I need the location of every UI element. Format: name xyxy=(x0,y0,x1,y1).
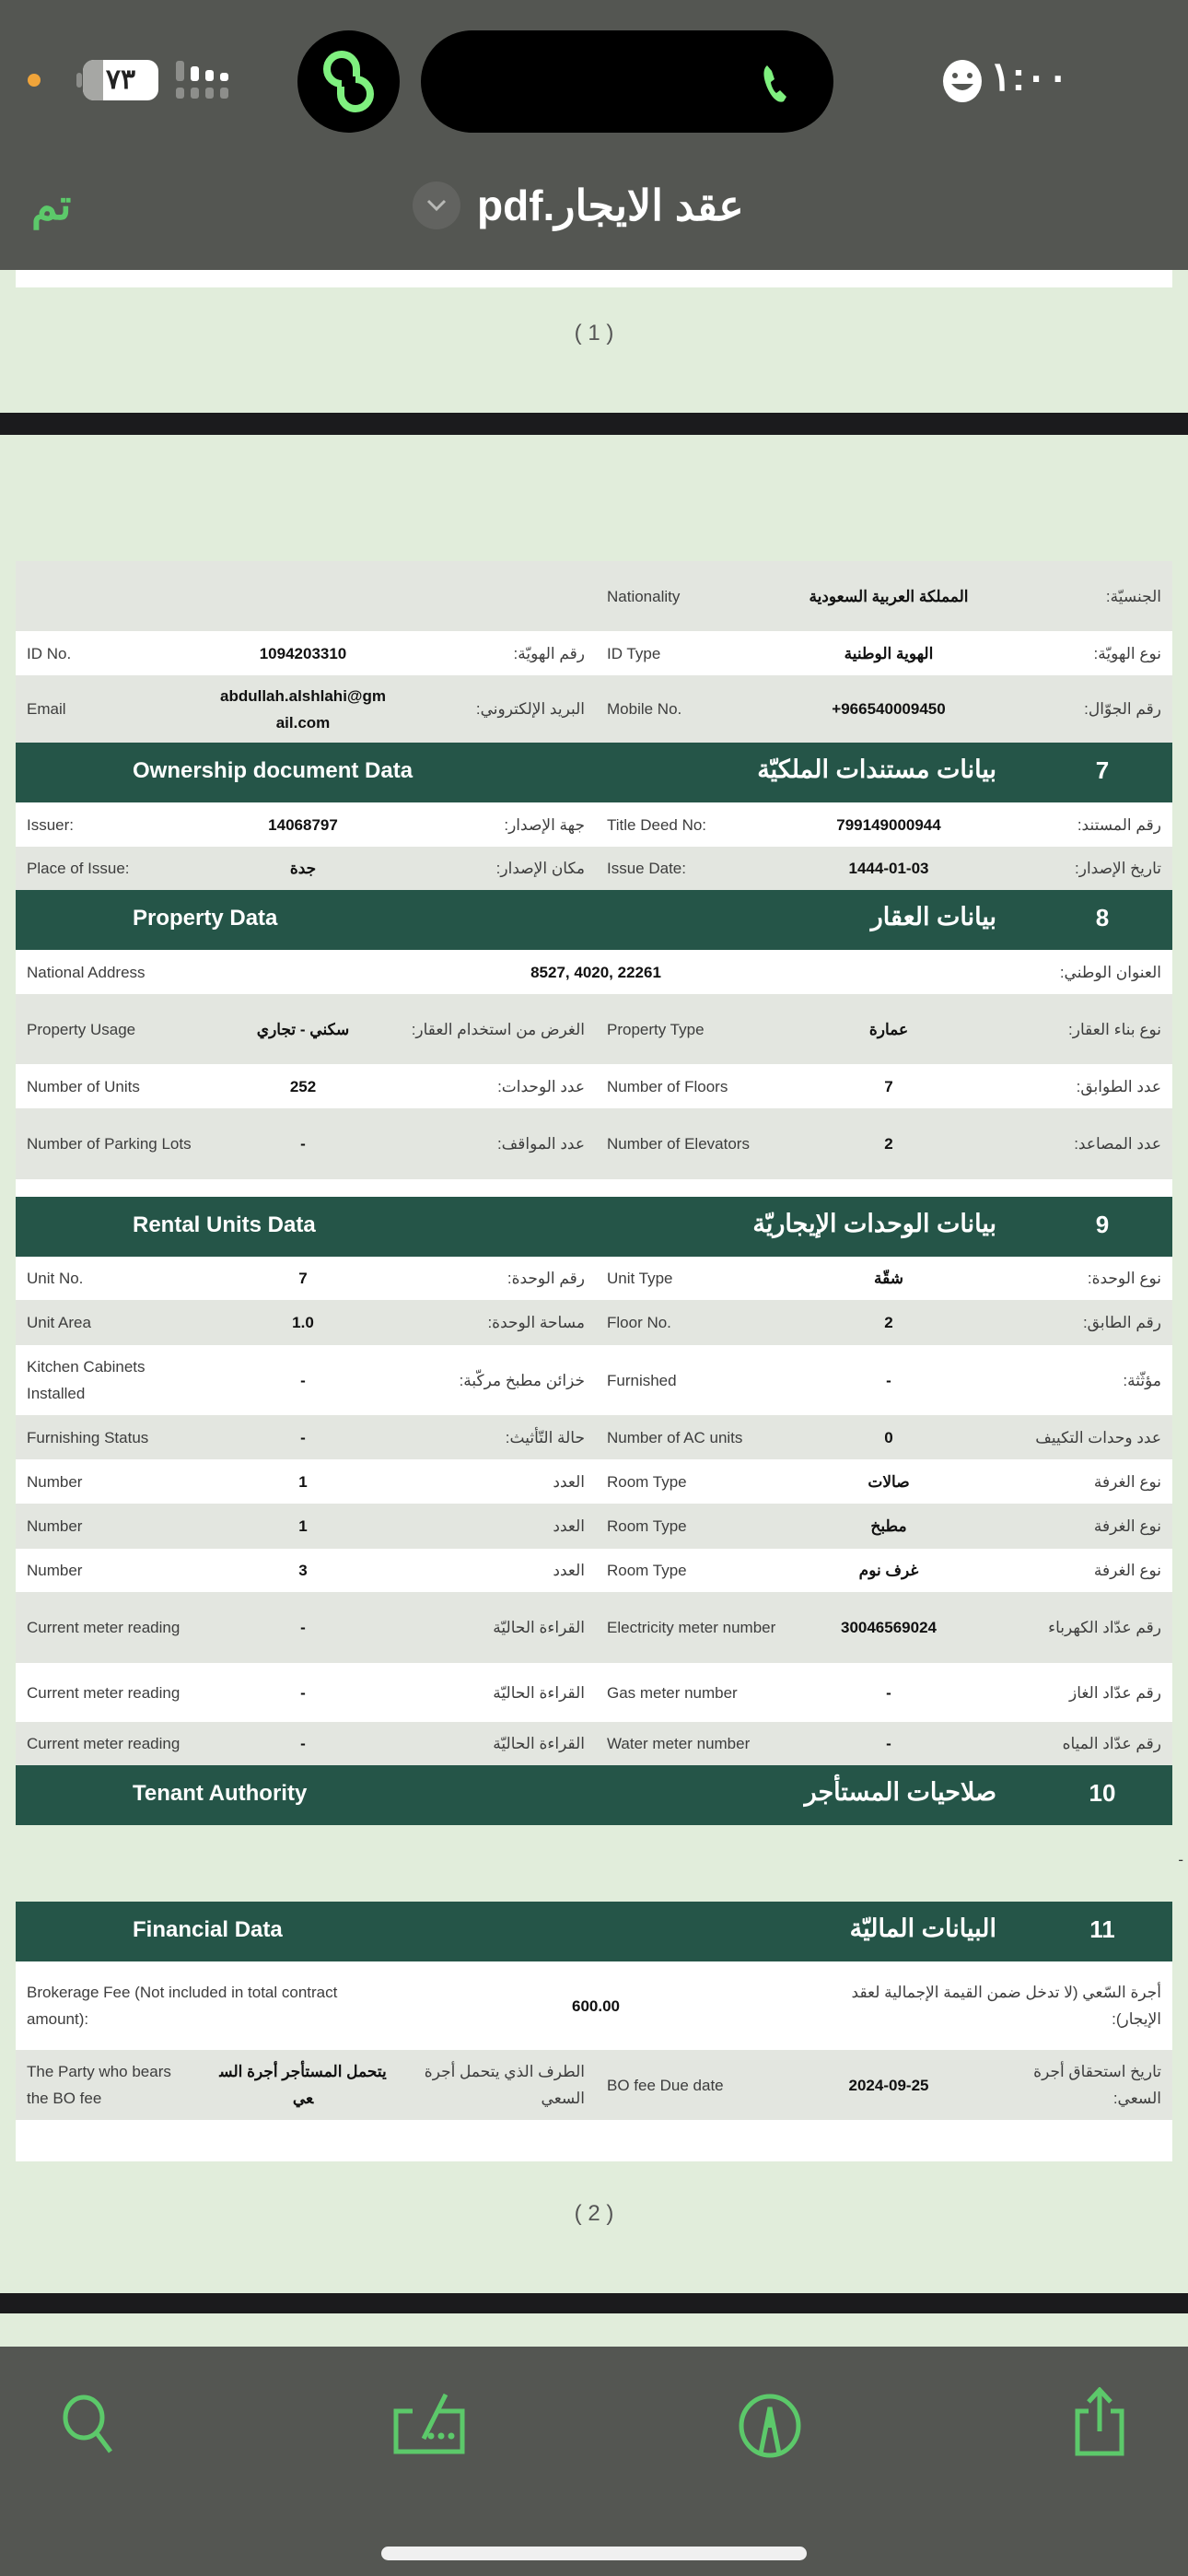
field-value: - xyxy=(886,1735,891,1752)
battery-icon xyxy=(83,60,158,100)
field-value: - xyxy=(300,1371,306,1389)
field-value: 2 xyxy=(884,1314,893,1331)
section-title-en: Ownership document Data xyxy=(133,758,413,783)
page-separator xyxy=(0,2293,1188,2313)
page-number-1: ( 1 ) xyxy=(574,321,614,345)
field-label-ar: خزائن مطبخ مركّبة: xyxy=(459,1371,585,1389)
field-label-en: Room Type xyxy=(607,1472,687,1491)
section-title-en: Tenant Authority xyxy=(133,1781,308,1806)
field-label-en: Current meter reading xyxy=(27,1735,181,1752)
field-label-en: Current meter reading xyxy=(27,1619,181,1636)
field-label-ar: الغرض من استخدام العقار: xyxy=(411,1020,585,1038)
tenant-authority-section-header xyxy=(16,1765,1172,1825)
field-label-en: Issuer: xyxy=(27,815,75,834)
field-value: 252 xyxy=(289,1077,317,1095)
field-label-ar: تاريخ استحقاق أجرة السعي: xyxy=(1033,2063,1161,2107)
field-label-ar: العدد xyxy=(553,1472,585,1491)
share-icon[interactable] xyxy=(1072,2387,1127,2457)
table-row xyxy=(16,847,1172,890)
field-label-ar: القراءة الحاليّة xyxy=(493,1735,585,1752)
field-label-en: Room Type xyxy=(607,1517,687,1535)
table-row xyxy=(16,675,1172,743)
field-label-ar: حالة التّأثيث: xyxy=(505,1428,585,1446)
field-value: - xyxy=(300,1683,306,1702)
field-value: 1 xyxy=(298,1517,308,1535)
table-row xyxy=(16,1592,1172,1663)
field-value: - xyxy=(300,1735,306,1752)
table-row xyxy=(16,994,1172,1064)
field-label-en: Gas meter number xyxy=(607,1683,738,1702)
field-label-en: Number xyxy=(27,1472,83,1491)
field-value: 1 xyxy=(298,1472,308,1491)
field-label-ar: العدد xyxy=(553,1517,585,1535)
section-title-ar: البيانات الماليّة xyxy=(849,1914,996,1942)
section-title-ar: صلاحيات المستأجر xyxy=(804,1778,996,1806)
section-title-ar: بيانات العقار xyxy=(870,903,996,931)
field-label-en: Furnished xyxy=(607,1371,677,1389)
title-menu-button[interactable] xyxy=(413,181,460,229)
field-label-ar: عدد الوحدات: xyxy=(497,1077,585,1095)
field-label-ar: الجنسيّة: xyxy=(1105,587,1161,605)
field-value: 7 xyxy=(884,1077,893,1095)
field-value: جدة xyxy=(289,860,317,877)
field-label-en: Property Type xyxy=(607,1020,705,1038)
field-value: abdullah.alshlahi@gmail.com xyxy=(220,686,386,732)
field-label-ar: العدد xyxy=(553,1562,585,1579)
field-value: سكني - تجاري xyxy=(256,1020,350,1038)
field-value: 0 xyxy=(884,1428,893,1446)
section-title-ar: بيانات الوحدات الإيجاريّة xyxy=(752,1210,996,1237)
field-value: - xyxy=(886,1371,891,1389)
field-label-ar: نوع الهويّة: xyxy=(1093,644,1161,662)
field-value: 3 xyxy=(298,1562,308,1579)
page-separator xyxy=(0,413,1188,435)
field-label-en: Kitchen Cabinets Installed xyxy=(27,1358,146,1402)
field-label-en: Issue Date: xyxy=(607,860,686,877)
field-label-en: Place of Issue: xyxy=(27,860,130,877)
field-value: شقّة xyxy=(874,1270,903,1287)
field-value: 8527, 4020, 22261 xyxy=(530,963,661,981)
section-number: 8 xyxy=(1095,904,1110,931)
property-section-header xyxy=(16,890,1172,950)
field-label-ar: رقم الجوّال: xyxy=(1084,700,1161,718)
table-row xyxy=(16,1459,1172,1504)
dynamic-island-activity[interactable] xyxy=(297,30,400,133)
table-row xyxy=(16,1549,1172,1592)
field-label-en: Number of Units xyxy=(27,1077,140,1095)
table-row xyxy=(16,561,1172,631)
field-value: صالات xyxy=(868,1472,910,1491)
field-value: 2 xyxy=(884,1135,893,1153)
field-value: مطبخ xyxy=(870,1517,907,1535)
field-label-en: Property Usage xyxy=(27,1020,136,1038)
page-number-2: ( 2 ) xyxy=(574,2201,614,2226)
page-1-bottom xyxy=(16,270,1172,287)
field-label-en: BO fee Due date xyxy=(607,2076,724,2094)
field-label-ar: أجرة السّعي (لا تدخل ضمن القيمة الإجمالية لعقد الإيجار): xyxy=(851,1984,1161,2028)
field-label-ar: تاريخ الإصدار: xyxy=(1075,860,1161,877)
field-label-en: Unit Type xyxy=(607,1270,673,1287)
field-label-en: Unit Area xyxy=(27,1314,91,1331)
field-label-en: Floor No. xyxy=(607,1314,671,1331)
table-row xyxy=(16,1064,1172,1108)
field-value: غرف نوم xyxy=(858,1562,919,1579)
field-label-en: Brokerage Fee (Not included in total contract amount): xyxy=(27,1984,338,2028)
field-label-en: Electricity meter number xyxy=(607,1619,776,1636)
table-row xyxy=(16,1504,1172,1549)
link-icon xyxy=(297,30,400,133)
table-row xyxy=(16,2050,1172,2120)
table-row xyxy=(16,1257,1172,1300)
phone-icon xyxy=(760,64,791,104)
field-label-ar: جهة الإصدار: xyxy=(504,815,585,834)
table-row xyxy=(16,1415,1172,1459)
top-bar xyxy=(0,0,1188,270)
field-label-en: Email xyxy=(27,700,66,718)
field-label-en: Room Type xyxy=(607,1562,687,1579)
field-value: يتحمل المستأجر أجرة السعي xyxy=(219,2063,387,2107)
field-label-en: Nationality xyxy=(607,587,681,605)
field-label-ar: العنوان الوطني: xyxy=(1059,963,1161,981)
field-label-en: Number of AC units xyxy=(607,1428,743,1446)
table-row xyxy=(16,1345,1172,1415)
field-value: 14068797 xyxy=(268,815,338,834)
field-label-ar: نوع الغرفة xyxy=(1093,1562,1161,1579)
contract-page-2 xyxy=(16,561,1183,2161)
field-value: 2024-09-25 xyxy=(848,2076,929,2094)
field-value: 600.00 xyxy=(572,1996,620,2015)
cellular-signal-icon xyxy=(176,61,231,101)
field-label-ar: عدد وحدات التكييف xyxy=(1035,1428,1161,1446)
field-label-ar: الطرف الذي يتحمل أجرة السعي xyxy=(424,2063,585,2107)
field-label-ar: نوع بناء العقار: xyxy=(1068,1020,1161,1038)
field-label-ar: البريد الإلكتروني: xyxy=(475,700,585,718)
section-number: 9 xyxy=(1095,1211,1110,1238)
field-label-en: Number of Parking Lots xyxy=(27,1135,192,1153)
field-label-en: Unit No. xyxy=(27,1270,84,1287)
section-number: 11 xyxy=(1089,1915,1115,1943)
field-label-ar: عدد الطوابق: xyxy=(1076,1077,1161,1095)
table-row xyxy=(16,1663,1172,1722)
field-label-ar: رقم الهويّة: xyxy=(513,644,585,662)
table-row xyxy=(16,631,1172,675)
field-label-ar: مؤثّثة: xyxy=(1123,1371,1161,1389)
field-value: - xyxy=(886,1683,891,1702)
battery-level: ٧٣ xyxy=(105,64,136,95)
search-icon[interactable] xyxy=(59,2393,123,2457)
field-value: - xyxy=(300,1428,306,1446)
table-row xyxy=(16,1108,1172,1179)
home-indicator[interactable] xyxy=(381,2547,807,2560)
section-number: 10 xyxy=(1089,1779,1116,1807)
field-label-ar: رقم الطابق: xyxy=(1082,1314,1161,1331)
focus-emoji-icon xyxy=(941,58,984,104)
field-label-ar: رقم عدّاد المياه xyxy=(1062,1735,1161,1752)
field-label-en: Furnishing Status xyxy=(27,1428,149,1446)
field-value: 1.0 xyxy=(292,1314,314,1331)
field-label-ar: عدد المصاعد: xyxy=(1074,1135,1161,1153)
field-label-ar: رقم عدّاد الغاز xyxy=(1069,1683,1161,1702)
section-title-en: Rental Units Data xyxy=(133,1212,316,1237)
field-value: 1094203310 xyxy=(259,644,347,662)
field-label-ar: عدد المواقف: xyxy=(496,1135,585,1153)
document-title[interactable]: عقد الايجار.pdf xyxy=(477,181,744,229)
field-label-en: Water meter number xyxy=(607,1735,751,1752)
field-label-ar: مكان الإصدار: xyxy=(495,860,585,877)
table-row xyxy=(16,950,1172,994)
financial-section-header xyxy=(16,1902,1172,1961)
tenant-authority-content: - xyxy=(1178,1851,1183,1868)
field-value: - xyxy=(300,1619,306,1636)
chevron-down-icon xyxy=(426,199,447,212)
field-label-en: Title Deed No: xyxy=(607,815,707,834)
blank-row xyxy=(16,2120,1172,2161)
field-label-en: Number of Floors xyxy=(607,1077,728,1095)
section-title-en: Property Data xyxy=(133,906,278,931)
field-value: 799149000944 xyxy=(836,815,941,834)
field-label-ar: رقم عدّاد الكهرباء xyxy=(1048,1619,1161,1636)
section-title-en: Financial Data xyxy=(133,1917,283,1942)
table-row xyxy=(16,1961,1172,2050)
field-value: +966540009450 xyxy=(832,700,946,718)
field-value: 1444-01-03 xyxy=(848,860,929,877)
field-label-en: National Address xyxy=(27,963,146,981)
field-label-ar: نوع الغرفة xyxy=(1093,1517,1161,1535)
ownership-section-header xyxy=(16,743,1172,802)
field-label-ar: رقم الوحدة: xyxy=(507,1270,585,1287)
field-label-en: ID Type xyxy=(607,644,661,662)
field-label-ar: نوع الغرفة xyxy=(1093,1472,1161,1491)
field-label-en: The Party who bears the BO fee xyxy=(27,2063,171,2107)
privacy-indicator-icon xyxy=(28,74,41,87)
bottom-toolbar xyxy=(0,2347,1188,2576)
blank-row xyxy=(16,1179,1172,1197)
field-label-en: ID No. xyxy=(27,644,72,662)
field-value: الهوية الوطنية xyxy=(844,644,934,662)
field-label-ar: رقم المستند: xyxy=(1077,815,1161,834)
field-label-ar: نوع الوحدة: xyxy=(1087,1270,1161,1287)
field-label-en: Current meter reading xyxy=(27,1683,181,1702)
field-label-ar: القراءة الحاليّة xyxy=(493,1619,585,1636)
field-value: المملكة العربية السعودية xyxy=(809,587,969,605)
table-row xyxy=(16,1722,1172,1765)
field-value: عمارة xyxy=(868,1020,909,1038)
table-row xyxy=(16,1300,1172,1345)
dynamic-island-call[interactable] xyxy=(421,30,833,133)
field-label-ar: مساحة الوحدة: xyxy=(487,1314,585,1331)
done-button[interactable]: تم xyxy=(31,181,72,228)
field-value: - xyxy=(300,1135,306,1153)
section-number: 7 xyxy=(1095,756,1110,784)
rental-section-header xyxy=(16,1197,1172,1257)
table-row xyxy=(16,802,1172,847)
field-label-en: Mobile No. xyxy=(607,700,682,718)
section-title-ar: بيانات مستندات الملكيّة xyxy=(757,755,996,783)
field-label-en: Number of Elevators xyxy=(607,1135,750,1153)
field-value: 30046569024 xyxy=(840,1619,937,1636)
field-value: 7 xyxy=(298,1270,308,1287)
field-label-en: Number xyxy=(27,1517,83,1535)
status-time: ١:٠٠ xyxy=(990,54,1069,100)
pen-annotate-icon[interactable] xyxy=(737,2393,803,2459)
field-label-en: Number xyxy=(27,1562,83,1579)
field-label-ar: القراءة الحاليّة xyxy=(493,1683,585,1702)
markup-icon[interactable] xyxy=(390,2393,468,2457)
